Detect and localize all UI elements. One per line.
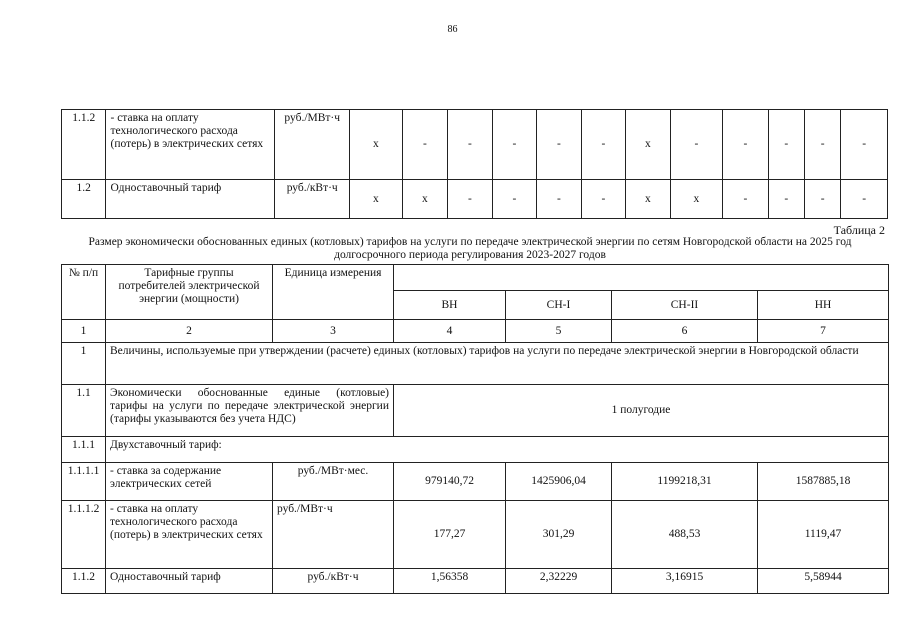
table-cell: x: [626, 180, 670, 219]
row-number: 1.1.1: [62, 437, 106, 463]
table-row: [62, 180, 888, 219]
value-cell: 177,27: [394, 501, 506, 569]
table-title: Размер экономически обоснованных единых (котловых) тарифов на услуги по передаче электрической энергии по сетям Новгородской области на 2025 год долгосрочного периода регулирования 2023-2027 годов: [88, 236, 852, 261]
row-number: 1.1: [62, 385, 106, 437]
row-unit: руб./кВт·ч: [275, 180, 350, 219]
column-number: 5: [506, 320, 612, 343]
table-row: [62, 110, 888, 180]
table-cell: -: [805, 180, 841, 219]
row-text: Экономически обоснованные единые (котловые) тарифы на услуги по передаче электрической энергии (тарифы указываются без учета НДС): [106, 385, 394, 437]
table-cell: -: [492, 180, 536, 219]
section-row: [62, 343, 889, 385]
table-cell: -: [537, 110, 581, 180]
table-cell: -: [723, 110, 768, 180]
period-label: 1 полугодие: [394, 385, 889, 437]
table-cell: x: [350, 180, 403, 219]
header-row: [62, 265, 889, 291]
row-number: 1: [62, 343, 106, 385]
value-cell: 1199218,31: [612, 463, 758, 501]
value-cell: 301,29: [506, 501, 612, 569]
column-number: 4: [394, 320, 506, 343]
column-number: 6: [612, 320, 758, 343]
table-cell: -: [492, 110, 536, 180]
table-cell: x: [670, 180, 723, 219]
header-voltage-nn: НН: [758, 291, 889, 320]
row-unit: руб./МВт·ч: [273, 501, 394, 569]
value-cell: 979140,72: [394, 463, 506, 501]
table-cell: -: [768, 110, 804, 180]
row-unit: руб./МВт·ч: [275, 110, 350, 180]
row-number: 1.1.1.1: [62, 463, 106, 501]
row-text: Двухставочный тариф:: [106, 437, 889, 463]
table-cell: -: [805, 110, 841, 180]
column-number: 3: [273, 320, 394, 343]
page-number: 86: [447, 24, 458, 35]
value-cell: 488,53: [612, 501, 758, 569]
header-groups: Тарифные группы потребителей электрической энергии (мощности): [106, 265, 273, 320]
header-unit: Единица измерения: [273, 265, 394, 320]
table-cell: -: [841, 180, 888, 219]
value-cell: 5,58944: [758, 569, 889, 594]
row-number: 1.1.2: [62, 110, 106, 180]
value-cell: 1119,47: [758, 501, 889, 569]
value-cell: 3,16915: [612, 569, 758, 594]
row-number: 1.2: [62, 180, 106, 219]
continuation-table: [61, 109, 888, 219]
column-number-row: [62, 320, 889, 343]
row-name: Одноставочный тариф: [106, 569, 273, 594]
table-cell: -: [670, 110, 723, 180]
table-cell: x: [402, 180, 447, 219]
table-row: [62, 501, 889, 569]
value-cell: 2,32229: [506, 569, 612, 594]
table-cell: -: [402, 110, 447, 180]
row-number: 1.1.2: [62, 569, 106, 594]
tariff-table: [61, 264, 889, 594]
column-number: 1: [62, 320, 106, 343]
column-number: 2: [106, 320, 273, 343]
row-unit: руб./МВт·мес.: [273, 463, 394, 501]
row-name: Одноставочный тариф: [106, 180, 275, 219]
table-cell: -: [841, 110, 888, 180]
table-cell: -: [723, 180, 768, 219]
row-name: - ставка на оплату технологического расхода (потерь) в электрических сетях: [106, 501, 273, 569]
table-row: [62, 463, 889, 501]
table-cell: -: [581, 110, 625, 180]
table-cell: -: [448, 110, 492, 180]
table-cell: -: [448, 180, 492, 219]
table-cell: -: [537, 180, 581, 219]
table-cell: x: [350, 110, 403, 180]
value-cell: 1425906,04: [506, 463, 612, 501]
table-row: [62, 569, 889, 594]
table-row: [62, 385, 889, 437]
header-voltage-vn: ВН: [394, 291, 506, 320]
column-number: 7: [758, 320, 889, 343]
value-cell: 1,56358: [394, 569, 506, 594]
row-name: - ставка за содержание электрических сетей: [106, 463, 273, 501]
header-voltage-sn1: СН-I: [506, 291, 612, 320]
row-number: 1.1.1.2: [62, 501, 106, 569]
table-row: [62, 437, 889, 463]
table-cell: -: [768, 180, 804, 219]
row-unit: руб./кВт·ч: [273, 569, 394, 594]
header-num: № п/п: [62, 265, 106, 320]
header-voltage-sn2: СН-II: [612, 291, 758, 320]
row-name: - ставка на оплату технологического расхода (потерь) в электрических сетях: [106, 110, 275, 180]
header-blank: [394, 265, 889, 291]
table-label: Таблица 2: [833, 223, 885, 237]
table-cell: -: [581, 180, 625, 219]
value-cell: 1587885,18: [758, 463, 889, 501]
section-text: Величины, используемые при утверждении (расчете) единых (котловых) тарифов на услуги по передаче электрической энергии в Новгородской области: [106, 343, 889, 385]
table-cell: x: [626, 110, 670, 180]
